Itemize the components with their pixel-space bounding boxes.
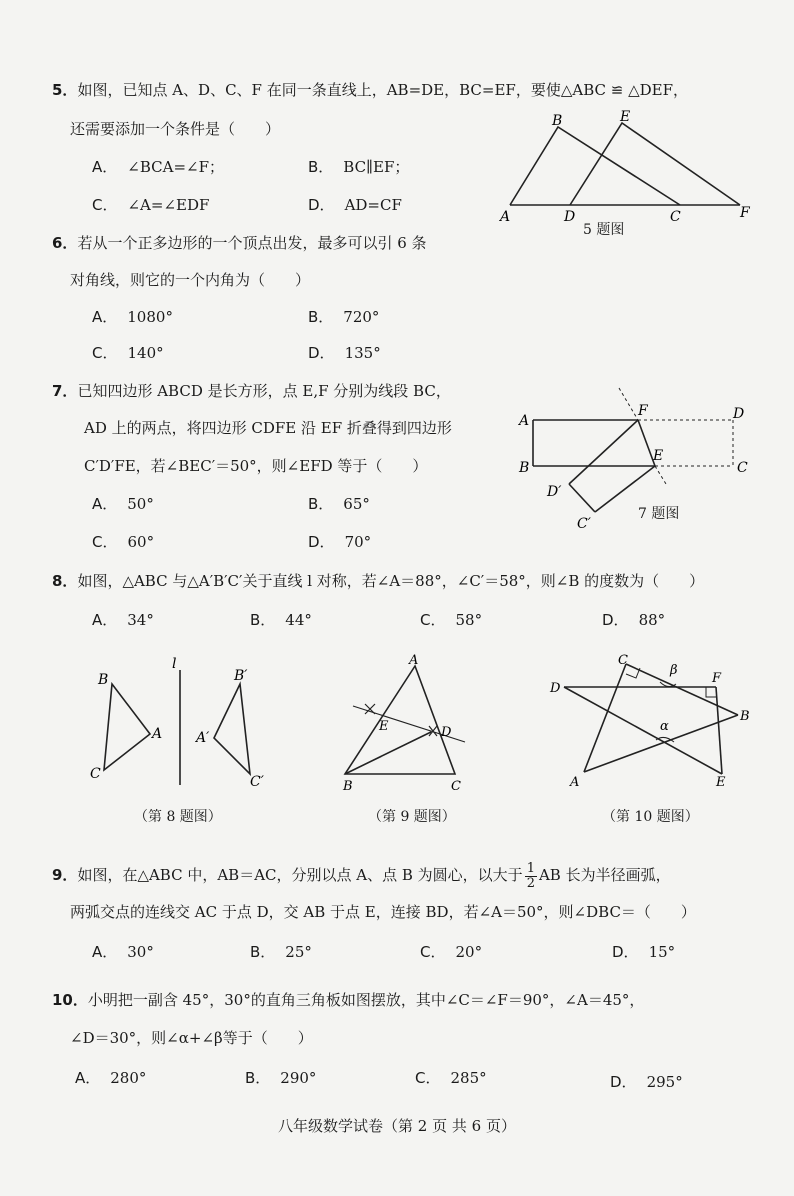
q8-stem-line1: 8．如图，△ABC 与△A′B′C′关于直线 l 对称，若∠A＝88°，∠C′＝58°，则∠B 的度数为（ ） <box>52 572 705 590</box>
q5-point-e: E <box>620 109 631 125</box>
q7-stem-line1: 7．已知四边形 ABCD 是长方形，点 E,F 分别为线段 BC， <box>52 382 451 400</box>
q5-figure-caption: 5 题图 <box>583 222 625 238</box>
q8-point-b-prime: B′ <box>234 668 248 684</box>
q7-point-b: B <box>519 460 530 476</box>
q5-point-c: C <box>670 209 681 225</box>
q5-point-b: B <box>552 113 563 129</box>
q10-point-c: C <box>618 653 628 668</box>
q10-point-e: E <box>716 775 726 790</box>
q8-point-c: C <box>90 766 101 782</box>
q5-number: 5． <box>52 81 78 99</box>
q9-option-c[interactable]: C． 20° <box>420 943 483 961</box>
q9-option-d[interactable]: D． 15° <box>612 943 676 961</box>
q9-point-a: A <box>409 653 419 668</box>
q8-point-a: A <box>152 726 163 742</box>
q8-figure <box>80 650 290 800</box>
q7-number: 7． <box>52 382 78 400</box>
q7-point-c-prime: C′ <box>577 516 591 532</box>
q10-number: 10． <box>52 991 88 1009</box>
q7-option-b[interactable]: B． 65° <box>308 495 370 513</box>
q9-figure <box>345 650 475 800</box>
q5-point-a: A <box>500 209 511 225</box>
q10-option-d[interactable]: D． 295° <box>610 1073 683 1091</box>
q10-figure <box>550 650 770 800</box>
q6-option-a[interactable]: A． 1080° <box>92 308 173 326</box>
q10-angle-alpha: α <box>660 719 669 734</box>
q8-number: 8． <box>52 572 78 590</box>
q8-point-c-prime: C′ <box>250 774 264 790</box>
q6-number: 6． <box>52 234 78 252</box>
q5-option-c[interactable]: C． ∠A=∠EDF <box>92 196 210 214</box>
q7-figure <box>515 380 765 550</box>
q6-option-d[interactable]: D． 135° <box>308 344 381 362</box>
q9-point-b: B <box>343 779 353 794</box>
q10-stem-line2: ∠D＝30°，则∠α+∠β等于（ ） <box>70 1029 313 1047</box>
q7-stem-line2: AD 上的两点，将四边形 CDFE 沿 EF 折叠得到四边形 <box>84 419 452 437</box>
q9-point-e: E <box>379 719 389 734</box>
q8-option-c[interactable]: C． 58° <box>420 611 483 629</box>
q7-point-e: E <box>653 448 664 464</box>
q5-stem-line2: 还需要添加一个条件是（ ） <box>70 120 281 138</box>
q6-stem-line1: 6．若从一个正多边形的一个顶点出发，最多可以引 6 条 <box>52 234 427 252</box>
q10-angle-beta: β <box>670 663 678 678</box>
q7-point-f: F <box>638 403 648 419</box>
q9-stem-line1: 9．如图，在△ABC 中，AB＝AC，分别以点 A、点 B 为圆心，以大于 $\frac{1}{2}$ AB 长为半径画弧， <box>52 860 671 891</box>
q10-stem-line1: 10．小明把一副含 45°，30°的直角三角板如图摆放，其中∠C＝∠F＝90°，∠A＝45°， <box>52 991 645 1009</box>
q5-option-a[interactable]: A． ∠BCA=∠F； <box>92 158 224 176</box>
q10-point-d: D <box>550 681 561 696</box>
q9-figure-caption: （第 9 题图） <box>368 809 456 825</box>
q8-point-b: B <box>98 672 109 688</box>
q8-option-a[interactable]: A． 34° <box>92 611 154 629</box>
q7-option-d[interactable]: D． 70° <box>308 533 372 551</box>
q9-fraction-half: $\frac{1}{2}$ <box>526 860 535 891</box>
q10-option-c[interactable]: C． 285° <box>415 1069 487 1087</box>
q7-point-d-prime: D′ <box>547 484 562 500</box>
q6-option-c[interactable]: C． 140° <box>92 344 164 362</box>
q8-figure-caption: （第 8 题图） <box>134 809 222 825</box>
q8-option-d[interactable]: D． 88° <box>602 611 666 629</box>
page-footer: 八年级数学试卷（第 2 页 共 6 页） <box>278 1117 516 1135</box>
q7-option-c[interactable]: C． 60° <box>92 533 155 551</box>
q5-point-d: D <box>564 209 576 225</box>
q9-option-b[interactable]: B． 25° <box>250 943 312 961</box>
q10-option-b[interactable]: B． 290° <box>245 1069 317 1087</box>
q7-point-a: A <box>519 413 530 429</box>
q6-stem-line2: 对角线，则它的一个内角为（ ） <box>70 271 311 289</box>
q8-line-l: l <box>172 656 177 672</box>
q9-point-d: D <box>441 725 452 740</box>
q5-stem-line1: 5．如图，已知点 A、D、C、F 在同一条直线上，AB=DE，BC=EF，要使△ABC ≌ △DEF， <box>52 81 688 99</box>
q8-option-b[interactable]: B． 44° <box>250 611 312 629</box>
q10-point-a: A <box>570 775 580 790</box>
q5-figure <box>490 105 760 240</box>
q7-figure-caption: 7 题图 <box>638 506 680 522</box>
q9-point-c: C <box>451 779 461 794</box>
q7-point-d: D <box>733 406 745 422</box>
q8-point-a-prime: A′ <box>196 730 210 746</box>
q5-option-b[interactable]: B． BC∥EF； <box>308 158 410 176</box>
q7-stem-line3: C′D′FE，若∠BEC′＝50°，则∠EFD 等于（ ） <box>84 457 428 475</box>
q10-figure-caption: （第 10 题图） <box>602 809 699 825</box>
q7-option-a[interactable]: A． 50° <box>92 495 154 513</box>
q9-option-a[interactable]: A． 30° <box>92 943 154 961</box>
q10-point-b: B <box>740 709 750 724</box>
q5-point-f: F <box>740 205 750 221</box>
q5-option-d[interactable]: D． AD=CF <box>308 196 402 214</box>
q7-point-c: C <box>737 460 748 476</box>
q10-point-f: F <box>712 671 722 686</box>
q9-stem-line2: 两弧交点的连线交 AC 于点 D，交 AB 于点 E，连接 BD，若∠A＝50°，则∠DBC＝（ ） <box>70 903 696 921</box>
q9-number: 9． <box>52 866 78 884</box>
q6-option-b[interactable]: B． 720° <box>308 308 380 326</box>
q10-option-a[interactable]: A． 280° <box>75 1069 147 1087</box>
